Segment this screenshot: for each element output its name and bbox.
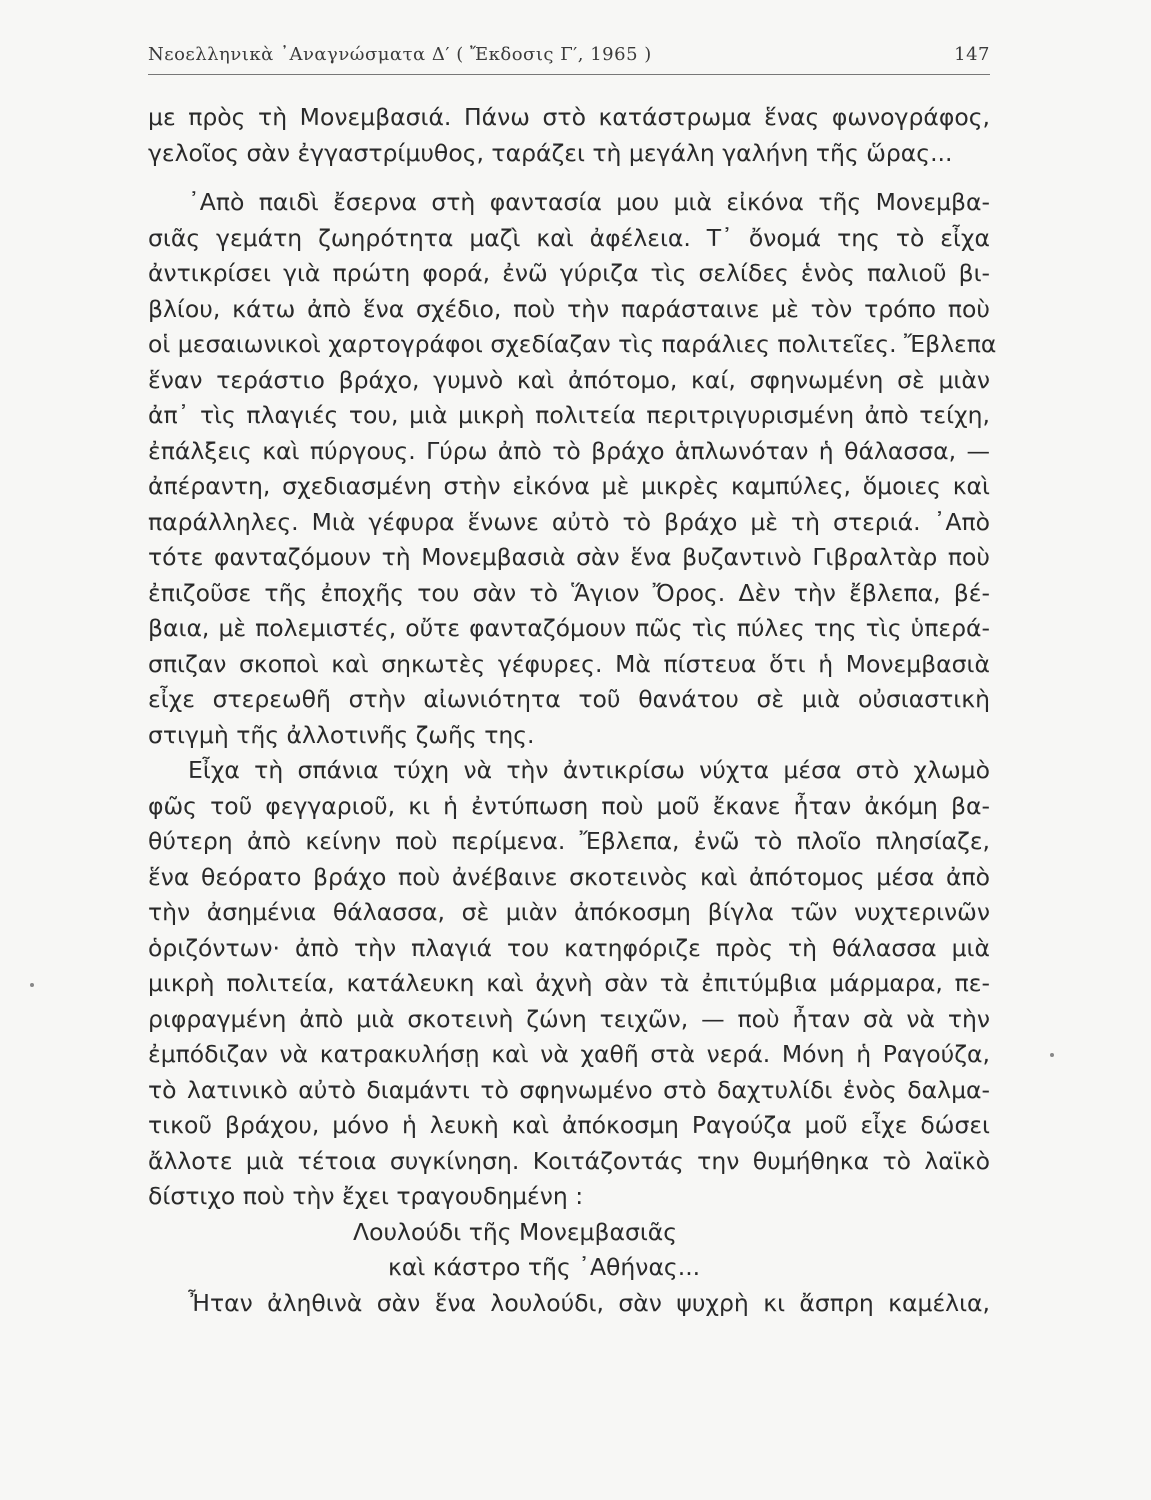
text-line: γελοῖος σὰν ἐγγαστρίμυθος, ταράζει τὴ μεγάλη γαλήνη τῆς ὥρας... bbox=[148, 138, 953, 167]
body-text bbox=[148, 100, 997, 1321]
text-line: δίστιχο ποὺ τὴν ἔχει τραγουδημένη : bbox=[148, 1182, 584, 1210]
text-line: τὸ λατινικὸ αὐτὸ διαμάντι τὸ σφηνωμένο στὸ δαχτυλίδι ἑνὸς δαλμα- bbox=[148, 1075, 990, 1104]
text-line: ᾿Απὸ παιδὶ ἔσερνα στὴ φαντασία μου μιὰ εἰκόνα τῆς Μονεμβα- bbox=[188, 188, 990, 216]
margin-speck bbox=[30, 983, 34, 987]
verse-line: καὶ κάστρο τῆς ᾿Αθήνας... bbox=[388, 1253, 701, 1281]
text-line: μικρὴ πολιτεία, κατάλευκη καὶ ἀχνὴ σὰν τὰ ἐπιτύμβια μάρμαρα, πε- bbox=[148, 969, 990, 997]
text-line: ἀπ᾿ τὶς πλαγιές του, μιὰ μικρὴ πολιτεία περιτριγυρισμένη ἀπὸ τείχη, bbox=[148, 401, 990, 429]
text-line: τότε φανταζόμουν τὴ Μονεμβασιὰ σὰν ἕνα βυζαντινὸ Γιβραλτὰρ ποὺ bbox=[148, 543, 990, 571]
text-line: οἱ μεσαιωνικοὶ χαρτογράφοι σχεδίαζαν τὶς παράλιες πολιτεῖες. Ἔβλεπα bbox=[148, 330, 997, 358]
text-line: σιᾶς γεμάτη ζωηρότητα μαζὶ καὶ ἀφέλεια. Τ᾿ ὄνομά της τὸ εἶχα bbox=[148, 223, 990, 252]
text-line: παράλληλες. Μιὰ γέφυρα ἕνωνε αὐτὸ τὸ βράχο μὲ τὴ στεριά. ᾿Απὸ bbox=[148, 507, 990, 536]
text-line: ἄλλοτε μιὰ τέτοια συγκίνηση. Κοιτάζοντάς την θυμήθηκα τὸ λαϊκὸ bbox=[148, 1146, 990, 1175]
text-line: ἀντικρίσει γιὰ πρώτη φορά, ἐνῶ γύριζα τὶς σελίδες ἑνὸς παλιοῦ βι- bbox=[148, 259, 990, 287]
text-line: εἶχε στερεωθῆ στὴν αἰωνιότητα τοῦ θανάτου σὲ μιὰ οὐσιαστικὴ bbox=[148, 685, 990, 713]
text-line: ἕναν τεράστιο βράχο, γυμνὸ καὶ ἀπότομο, καί, σφηνωμένη σὲ μιὰν bbox=[148, 365, 990, 394]
text-line: ριφραγμένη ἀπὸ μιὰ σκοτεινὴ ζώνη τειχῶν, — ποὺ ἦταν σὰ νὰ τὴν bbox=[148, 1004, 990, 1033]
margin-speck bbox=[1050, 1053, 1054, 1057]
text-line: Εἶχα τὴ σπάνια τύχη νὰ τὴν ἀντικρίσω νύχτα μέσα στὸ χλωμὸ bbox=[188, 756, 990, 784]
text-line: με πρὸς τὴ Μονεμβασιά. Πάνω στὸ κατάστρωμα ἕνας φωνογράφος, bbox=[148, 103, 990, 131]
running-head bbox=[148, 38, 990, 75]
text-line: ἐπάλξεις καὶ πύργους. Γύρω ἀπὸ τὸ βράχο ἁπλωνόταν ἡ θάλασσα, — bbox=[148, 436, 990, 465]
page-number: 147 bbox=[954, 44, 990, 65]
verse-line: Λουλούδι τῆς Μονεμβασιᾶς bbox=[353, 1217, 678, 1246]
text-line: ἕνα θεόρατο βράχο ποὺ ἀνέβαινε σκοτεινὸς καὶ ἀπότομος μέσα ἀπὸ bbox=[148, 862, 990, 891]
book-title: Νεοελληνικὰ ᾿Αναγνώσματα Δ′ ( Ἔκδοσις Γ′, 1965 ) bbox=[148, 44, 652, 65]
text-line: ἐπιζοῦσε τῆς ἐποχῆς του σὰν τὸ Ἅγιον Ὄρος. Δὲν τὴν ἔβλεπα, βέ- bbox=[148, 578, 990, 607]
text-line: τὴν ἀσημένια θάλασσα, σὲ μιὰν ἀπόκοσμη βίγλα τῶν νυχτερινῶν bbox=[148, 898, 990, 926]
paragraph-gap bbox=[148, 171, 990, 185]
text-line: σπιζαν σκοποὶ καὶ σηκωτὲς γέφυρες. Μὰ πίστευα ὅτι ἡ Μονεμβασιὰ bbox=[148, 649, 990, 678]
text-line: ἀπέραντη, σχεδιασμένη στὴν εἰκόνα μὲ μικρὲς καμπύλες, ὅμοιες καὶ bbox=[148, 472, 990, 500]
text-line: φῶς τοῦ φεγγαριοῦ, κι ἡ ἐντύπωση ποὺ μοῦ ἔκανε ἦταν ἀκόμη βα- bbox=[148, 791, 990, 820]
text-line: Ἦταν ἀληθινὰ σὰν ἕνα λουλούδι, σὰν ψυχρὴ κι ἄσπρη καμέλια, bbox=[188, 1288, 990, 1317]
text-line: ὁριζόντων· ἀπὸ τὴν πλαγιά του κατηφόριζε πρὸς τὴ θάλασσα μιὰ bbox=[148, 933, 990, 962]
text-line: ἐμπόδιζαν νὰ κατρακυλήσῃ καὶ νὰ χαθῆ στὰ νερά. Μόνη ἡ Ραγούζα, bbox=[148, 1040, 990, 1068]
text-line: στιγμὴ τῆς ἀλλοτινῆς ζωῆς της. bbox=[148, 720, 535, 749]
text-line: βαια, μὲ πολεμιστές, οὔτε φανταζόμουν πῶς τὶς πύλες της τὶς ὑπερά- bbox=[148, 614, 990, 642]
text-line: τικοῦ βράχου, μόνο ἡ λευκὴ καὶ ἀπόκοσμη Ραγούζα μοῦ εἶχε δώσει bbox=[148, 1111, 990, 1139]
text-line: θύτερη ἀπὸ κείνην ποὺ περίμενα. Ἔβλεπα, ἐνῶ τὸ πλοῖο πλησίαζε, bbox=[148, 827, 990, 855]
text-line: βλίου, κάτω ἀπὸ ἕνα σχέδιο, ποὺ τὴν παράσταινε μὲ τὸν τρόπο ποὺ bbox=[148, 294, 990, 323]
